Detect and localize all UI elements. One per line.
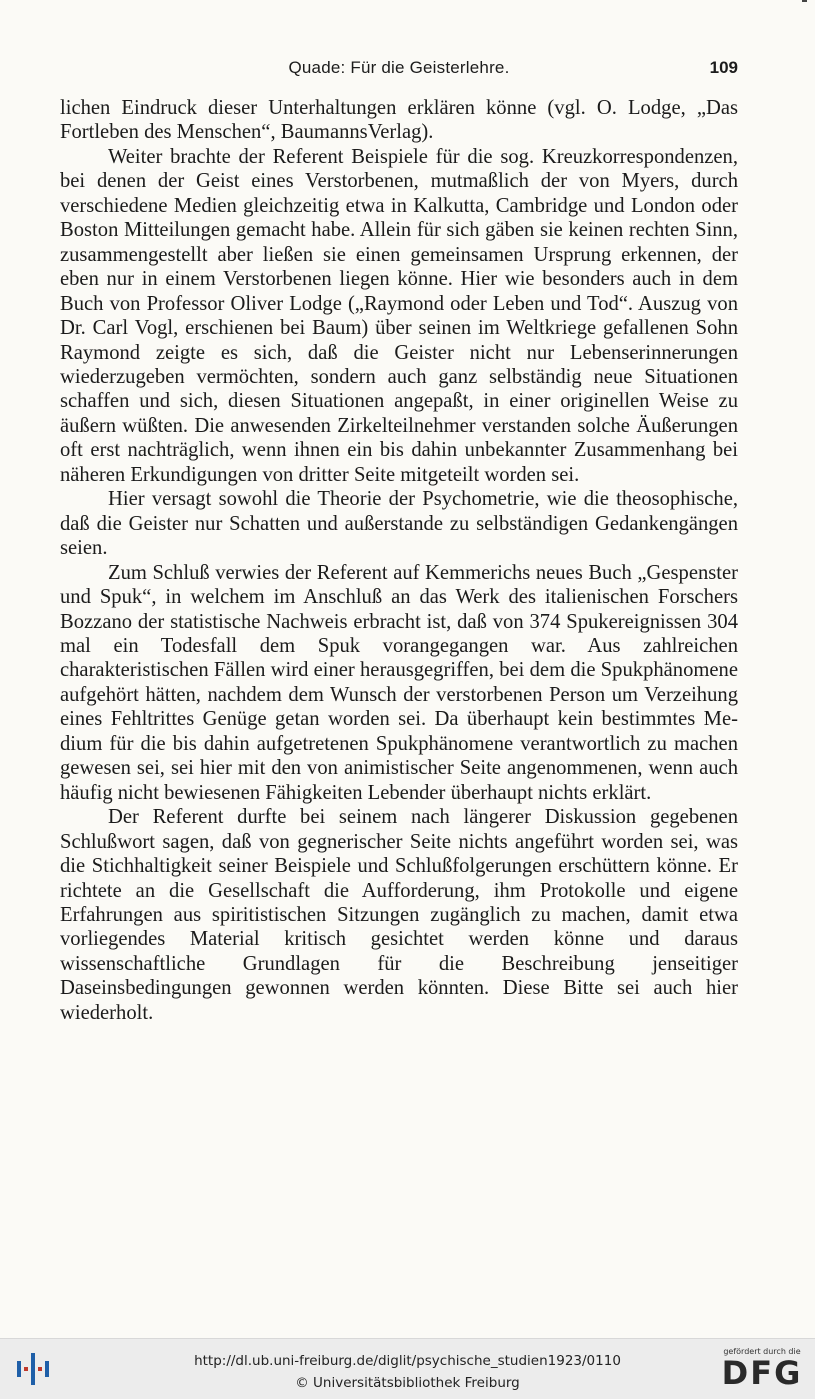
- running-head: [60, 58, 738, 82]
- viewer-footer: [0, 1338, 815, 1399]
- dfg-logo-text: DFG: [721, 1354, 803, 1392]
- paragraph: Hier versagt sowohl die Theorie der Psychometrie, wie die theosophische, daß die Geister nur Schatten und außerstande zu selbständigen Gedankengängen seien.: [60, 488, 738, 560]
- running-title: Quade: Für die Geisterlehre.: [288, 58, 510, 77]
- paragraph: lichen Eindruck dieser Unterhaltungen erklären könne (vgl. O. Lodge, „Das Fortleben des Menschen“, BaumannsVerlag).: [60, 97, 738, 144]
- source-url-link[interactable]: http://dl.ub.uni-freiburg.de/diglit/psychische_studien1923/0110: [194, 1353, 621, 1369]
- paragraph: Der Referent durfte bei seinem nach längerer Diskussion gegebenen Schlußwort sagen, daß von gegnerischer Seite nichts angeführt worden sei, was die Stichhaltigkeit seiner Beispiele und Schlußfolgerungen erschüttern könne. Er richtete an die Gesellschaft die Aufforderung, ihm Protokolle und eigene Erfahrungen aus spiritistischen Sitzungen zugänglich zu machen, damit etwa vorliegendes Material kritisch gesichtet werden könne und daraus wissenschaftliche Grundlagen für die Beschreibung jenseitiger Daseinsbedingungen gewonnen werden könnten. Diese Bitte sei auch hier wiederholt.: [60, 806, 738, 1024]
- funding-caption: gefördert durch die: [723, 1347, 801, 1356]
- dfg-logo: [719, 1347, 805, 1393]
- scan-edge-mark: [802, 0, 807, 2]
- body-text: [60, 96, 738, 1025]
- copyright-notice: © Universitätsbibliothek Freiburg: [295, 1375, 520, 1391]
- paragraph: Zum Schluß verwies der Referent auf Kemmerichs neues Buch „Gespenster und Spuk“, in welchem im Anschluß an das Werk des italienischen Forschers Bozzano der statistische Nachweis erbracht ist, daß von 374 Spukereignissen 304 mal ein Todesfall dem Spuk vorangegangen war. Aus zahlreichen charakteristischen Fällen wird einer herausgegriffen, bei dem die Spukphänomene aufgehört hätten, nachdem dem Wunsch der verstorbenen Person um Verzeihung eines Fehltrittes Genüge getan worden sei. Da überhaupt kein bestimmtes Medium für die bis dahin aufgetretenen Spukphänomene verantwortlich zu machen gewesen sei, sei hier mit den von animistischer Seite angenommenen, wenn auch häufig nicht bewiesenen Fähigkeiten Lebender überhaupt nichts erklärt.: [60, 561, 738, 804]
- page-number: 109: [709, 58, 738, 77]
- paragraph: Weiter brachte der Referent Beispiele für die sog. Kreuzkorrespondenzen, bei denen der Geist eines Verstorbenen, mutmaßlich der von Myers, durch verschiedene Medien gleichzeitig etwa in Kalkutta, Cambridge und London oder Boston Mitteilungen gemacht habe. Allein für sich gäben sie keinen rechten Sinn, zusammengestellt aber ließen sie einen gemeinsamen Ursprung erkennen, der eben nur in einem Verstorbenen liegen könne. Hier wie besonders auch in dem Buch von Professor Oliver Lodge („Raymond oder Leben und Tod“. Auszug von Dr. Carl Vogl, erschienen bei Baum) über seinen im Weltkriege gefallenen Sohn Raymond zeigte es sich, daß die Geister nicht nur Lebenserinnerungen wiederzugeben vermöchten, sondern auch ganz selbständig neue Situationen schaffen und sich, diesen Situationen angepaßt, in einer originellen Weise zu äußern wüßten. Die anwesenden Zirkelteilnehmer verstanden solche Äußerungen oft erst nachträglich, wenn ihnen ein bis dahin unbekannter Zusammenhang bei näheren Erkundigungen von dritter Seite mitgeteilt worden sei.: [60, 145, 738, 486]
